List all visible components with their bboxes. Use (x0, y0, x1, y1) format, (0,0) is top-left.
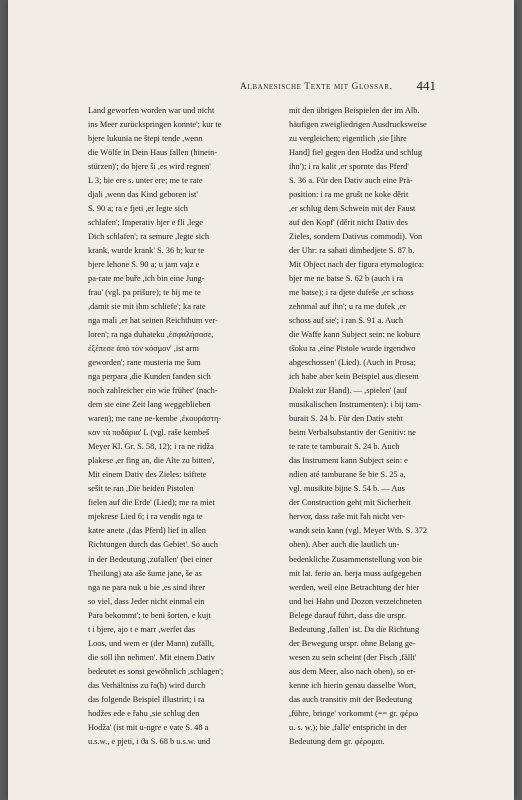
text-line: L 3; bie ere s. unter ere; me te rate (88, 176, 203, 186)
running-head: Albanesische Texte mit Glossar. (240, 82, 393, 92)
text-line: zehnmal auf ihn'; u ra me dufek ,er (289, 302, 406, 312)
text-line: zu vergleichen; eigentlich ,sie [ihre (289, 134, 407, 144)
text-line: bjere lukunia ne štepi tende ,wenn (88, 134, 203, 144)
right-text-column (289, 104, 481, 749)
text-line: dem sie eine Zeit lang weggeblieben (88, 400, 211, 410)
text-line: me batse); i ra djete dufeše ,er schoss (289, 288, 414, 298)
text-line: frau' (vgl. pa prišure); te bij me te (88, 288, 201, 298)
text-line: Belege darauf führt, dass die urspr. (289, 610, 406, 620)
text-line: nga mali ,er hat seinen Reichthum ver- (88, 316, 218, 326)
text-line: oben). Aber auch die lautlich un- (289, 540, 400, 550)
text-line: Mit einem Dativ des Zieles: tsiftete (88, 470, 207, 480)
text-line: ἐξέπεσε ἀπὸ τὸν κόσμον' ,ist arm (88, 344, 199, 354)
text-line: stürzen)'; do bjere ši ,es wird regnen' (88, 162, 211, 172)
text-line: ,führe, bringe' vorkommt (== gr. φέρω (289, 708, 419, 718)
text-line: bjere lehone S. 90 a; u jam vajz e (88, 260, 200, 270)
text-line: die Wölfe in Dein Haus fallen (hinein- (88, 148, 218, 158)
text-line: ich habe aber kein Beispiel aus diesem (289, 372, 419, 382)
page-number: 441 (416, 78, 436, 93)
text-line: die Waffe kann Subject sein: ne kobure (289, 330, 421, 340)
text-line: schoss auf sie'; i ran S. 91 a. Auch (289, 316, 404, 326)
text-line: nga perpara ,die Kunden fanden sich (88, 372, 211, 382)
text-line: das auch transitiv mit der Bedeutung (289, 694, 413, 704)
text-line: bjer me ne batse S. 62 b (auch i ra (289, 274, 403, 284)
text-line: mit den übrigen Beispielen der im Alb. (289, 106, 420, 115)
text-line: Mit Object nach der figura etymologica: (289, 260, 425, 270)
text-line: t i bjere, ajo t e marr ,werfet das (88, 624, 195, 634)
text-line: werden, weil eine Betrachtung der hier (289, 582, 420, 592)
text-line: wesen zu sein scheint (der Fisch ,fällt' (289, 652, 417, 662)
text-line: S. 90 a; ra e fjeti ,er legte sich (88, 204, 188, 214)
text-line: in der Bedeutung ,zufallen' (bei einer (88, 554, 213, 564)
text-line: burait S. 24 b. Für den Dativ steht (289, 414, 403, 424)
text-line: katre anete ,(das Pferd) lief in allen (88, 526, 206, 536)
text-line: der Construction geht mit Sicherheit (289, 498, 411, 508)
text-line: wandt sein kann (vgl. Meyer Wtb. S. 372 (289, 526, 428, 536)
text-line: schlafen'; Imperativ bjer e fli ,lege (88, 218, 203, 228)
text-line: ihn'); i ra kalit ,er spornte das Pferd' (289, 162, 409, 172)
text-line: djali ,wenn das Kind geboren ist' (88, 190, 198, 200)
text-line: fielen auf die Erde' (Lied); me ra miet (88, 498, 215, 508)
text-line: bedenkliche Zusammenstellung von bie (289, 554, 423, 564)
text-line: krank, wurde krank' S. 36 b; kur te (88, 246, 205, 256)
text-line: Hodža' (ist mit u-ngre e vate S. 48 a (88, 722, 209, 732)
text-line: beim Verbalsubstantiv der Genitiv: ne (289, 428, 416, 438)
text-line: nga ne para nuk u bie ,es sind ihrer (88, 582, 205, 592)
text-line: kenne ich hierin genau dasselbe Wort, (289, 680, 417, 690)
text-line: Meyer Kl. Gr. S. 58, 12); i ra ne ridža (88, 442, 214, 452)
text-line: Richtungen durch das Gebiet'. So auch (88, 540, 218, 550)
text-line: häufigen zweigliedrigen Ausdrucksweise (289, 120, 427, 130)
text-line: das Verhältniss zu řa(h) wird durch (88, 680, 206, 690)
text-line: u. s. w.); bie ,falle' entspricht in der (289, 722, 407, 732)
text-line: auf den Kopf' (děrit nicht Dativ des (289, 218, 408, 228)
text-line: te rate te tamburait S. 24 b. Auch (289, 442, 400, 452)
text-line: Theilung) ata aše šume jane, še as (88, 568, 202, 578)
text-line: die soll ihn nehmen'. Mit einem Dativ (88, 652, 215, 662)
text-line: Para bekommt'; te beni šorten, e kujt (88, 610, 211, 620)
text-line: ins Meer zurückspringen konnte'; kur te (88, 120, 222, 130)
text-line: Hand] fiel gegen den Hodža und schlug (289, 148, 423, 158)
text-line: Zieles, sondern Dativus commodi). Von (289, 232, 423, 242)
text-line: das folgende Beispiel illustrirt; i ra (88, 694, 205, 704)
text-line: mit lat. ferio an. berja muss aufgegeben (289, 568, 422, 578)
text-line: plakese ,er fing an, die Alte zu bitten', (88, 456, 215, 466)
text-line: u.s.w., e pjeti, i ϑa S. 68 b u.s.w. und (88, 736, 211, 746)
text-line: aus dem Meer, also nach oben), so er- (289, 666, 416, 676)
text-line: καν τὰ ποδάρια' L (vgl. raše kembeš (88, 428, 210, 438)
text-line: der Uhr: ra sahati dimbedjete S. 87 b. (289, 246, 415, 256)
left-text-column (88, 104, 280, 749)
text-line: S. 36 a. Für den Dativ auch eine Prä- (289, 176, 413, 186)
text-line: bedeutet es sonst gewöhnlich ,schlagen'; (88, 666, 224, 676)
text-line: noch zahlreicher ein wie früher' (nach- (88, 386, 218, 396)
text-line: der Bewegung urspr. ohne Belang ge- (289, 638, 416, 648)
text-line: und bei Hahn und Dozon verzeichneten (289, 596, 422, 606)
text-line: vgl. musikite bijne S. 54 b. — Aus (289, 484, 405, 494)
text-line: Land geworfen worden war und nicht (88, 106, 215, 115)
book-page (8, 0, 514, 800)
text-line: waren); me rane ne-kembe ,ἐκουράστη- (88, 414, 222, 424)
text-line: geworden'; rane musteria me šum (88, 358, 201, 368)
text-line: mjekrese Lied 6; i ra vendit nga te (88, 512, 203, 522)
text-line: ,damit sie mit ihm schliefe'; ka rate (88, 302, 206, 312)
text-line: loren'; ra nga duhateku ,ἐσφαλήσασε, (88, 330, 214, 340)
text-line: ndien até tamburane še bie S. 25 a, (289, 470, 406, 480)
text-line: Loos, und wem er (der Mann) zufällt, (88, 638, 215, 648)
text-line: das Instrument kann Subject sein: e (289, 456, 408, 466)
text-line: hervor, dass raše mit řah nicht ver- (289, 512, 406, 522)
text-line: pa-rate me buře ,ich bin eine Jung- (88, 274, 205, 284)
text-line: hodžes ede e řahu ,sie schlug den (88, 708, 200, 718)
text-line: ,er schlug dem Schwein mit der Faust (289, 204, 416, 214)
text-line: abgeschossen' (Lied). (Auch in Prosa; (289, 358, 416, 368)
text-line: tšoku ra ,eine Pistole wurde irgendwo (289, 344, 416, 354)
text-line: sešit te ran ,Die beiden Pistolen (88, 484, 194, 494)
text-line: Dialekt zur Hand). — ,spielen' (auf (289, 386, 408, 396)
text-line: Bedeutung ,fallen' ist. Da die Richtung (289, 624, 420, 634)
text-line: Dich schlafen'; ra semure ,legte sich (88, 232, 210, 242)
text-line: musikalischen Instrumenten): i bij tam- (289, 400, 422, 410)
text-line: position: i ra me grušt ne koke děrit (289, 190, 409, 200)
text-line: Bedeutung dem gr. φέρομαι. (289, 736, 385, 746)
text-line: so viel, dass Jeder nicht einmal ein (88, 596, 205, 606)
